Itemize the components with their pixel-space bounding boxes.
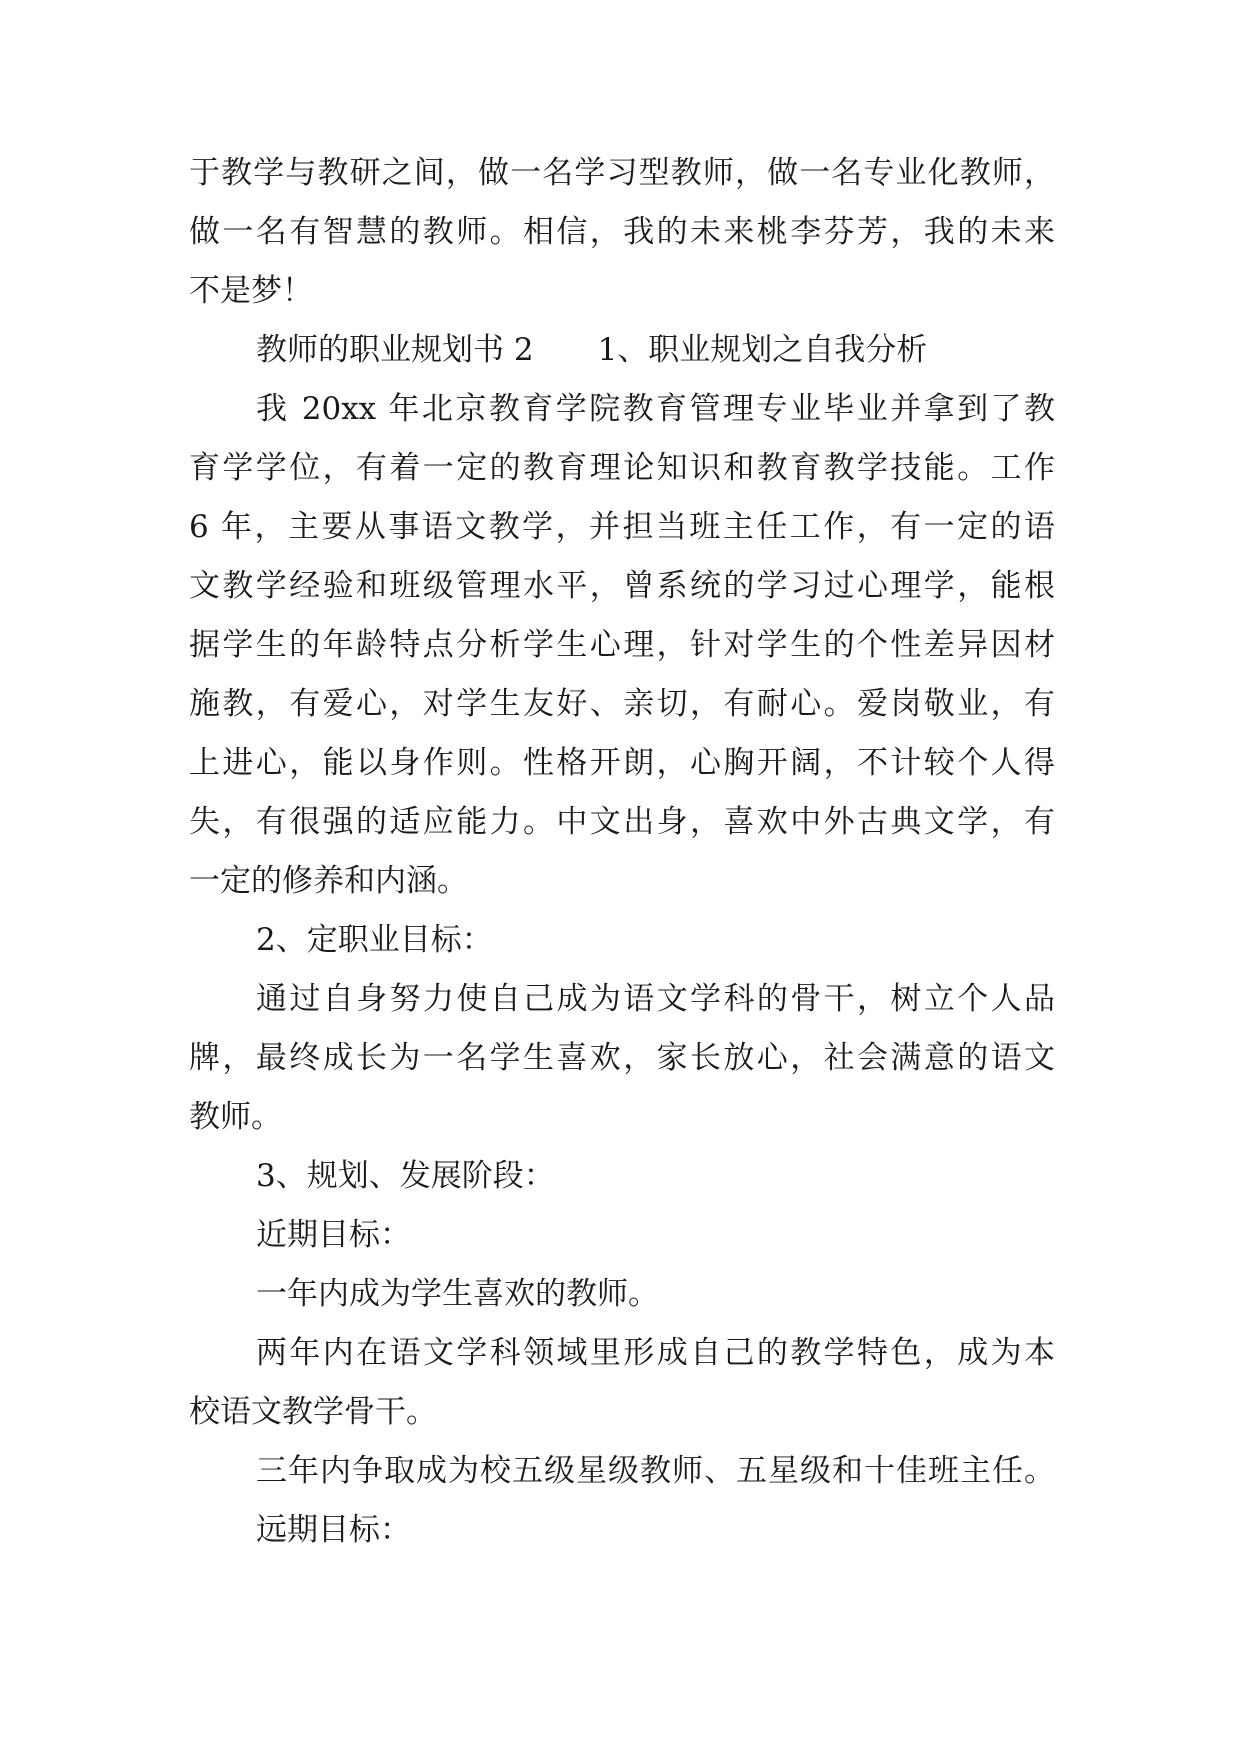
section-2-heading: 2、定职业目标： xyxy=(256,922,493,958)
self-analysis-line-6: 施教，有爱心，对学生友好、亲切，有耐心。爱岗敬业，有 xyxy=(189,686,1055,722)
self-analysis-line-9: 一定的修养和内涵。 xyxy=(189,863,468,899)
intro-line-3: 不是梦！ xyxy=(189,273,313,309)
near-term-label: 近期目标： xyxy=(256,1217,411,1253)
self-analysis-line-8: 失，有很强的适应能力。中文出身，喜欢中外古典文学，有 xyxy=(189,804,1055,840)
year-two-goal-line-2: 校语文教学骨干。 xyxy=(189,1394,437,1430)
self-analysis-line-4: 文教学经验和班级管理水平，曾系统的学习过心理学，能根 xyxy=(189,568,1055,604)
year-two-goal-line-1: 两年内在语文学科领域里形成自己的教学特色，成为本 xyxy=(256,1335,1055,1371)
goal-line-1: 通过自身努力使自己成为语文学科的骨干，树立个人品 xyxy=(256,981,1055,1017)
self-analysis-line-7: 上进心，能以身作则。性格开朗，心胸开阔，不计较个人得 xyxy=(189,745,1055,781)
goal-line-2: 牌，最终成长为一名学生喜欢，家长放心，社会满意的语文 xyxy=(189,1040,1055,1076)
intro-line-1: 于教学与教研之间，做一名学习型教师，做一名专业化教师， xyxy=(189,155,1055,191)
section-3-heading: 3、规划、发展阶段： xyxy=(256,1158,555,1194)
year-one-goal: 一年内成为学生喜欢的教师。 xyxy=(256,1276,659,1312)
year-three-goal: 三年内争取成为校五级星级教师、五星级和十佳班主任。 xyxy=(256,1453,1055,1489)
long-term-label: 远期目标： xyxy=(256,1512,411,1548)
self-analysis-line-1: 我 20xx 年北京教育学院教育管理专业毕业并拿到了教 xyxy=(256,391,1055,427)
self-analysis-line-3: 6 年，主要从事语文教学，并担当班主任工作，有一定的语 xyxy=(189,509,1055,545)
goal-line-3: 教师。 xyxy=(189,1099,282,1135)
self-analysis-line-2: 育学学位，有着一定的教育理论知识和教育教学技能。工作 xyxy=(189,450,1055,486)
section-1-heading: 1、职业规划之自我分析 xyxy=(597,332,928,368)
document-heading xyxy=(256,330,1055,370)
intro-line-2: 做一名有智慧的教师。相信，我的未来桃李芬芳，我的未来 xyxy=(189,214,1055,250)
self-analysis-line-5: 据学生的年龄特点分析学生心理，针对学生的个性差异因材 xyxy=(189,627,1055,663)
document-title: 教师的职业规划书 2 xyxy=(256,332,534,368)
